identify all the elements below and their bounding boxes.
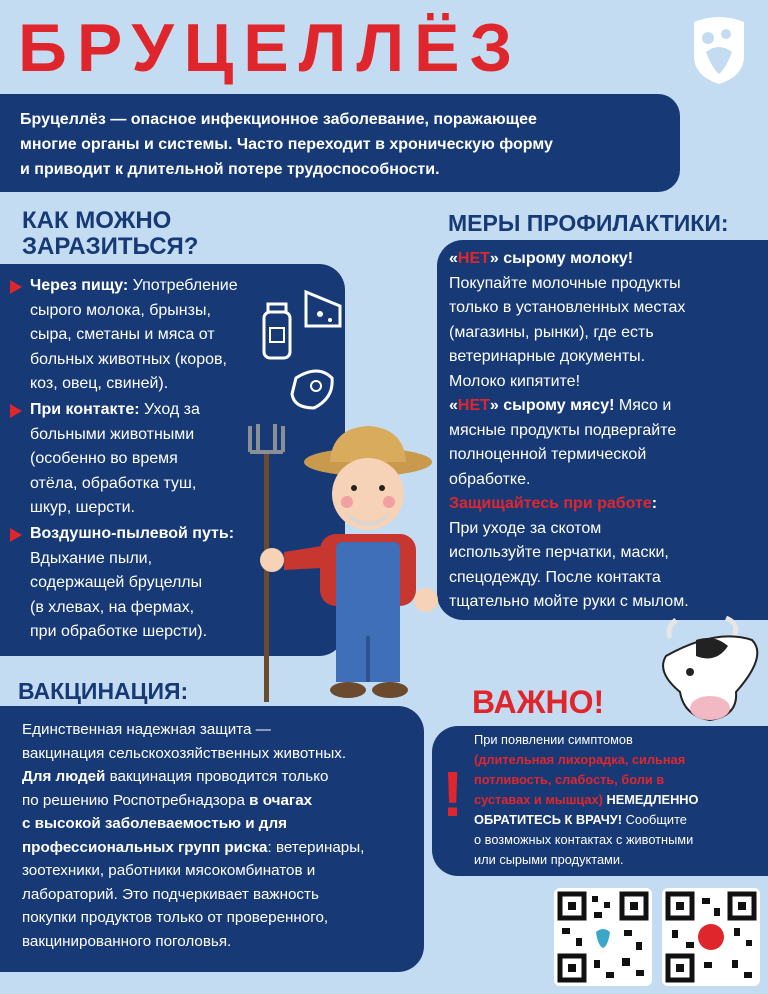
food-label: Через пищу:	[30, 277, 129, 294]
important-text: Сообщите	[622, 812, 687, 827]
vaccination-text: : ветеринары,	[267, 838, 365, 856]
vaccination-bold: Для людей	[22, 768, 106, 785]
important-line	[474, 810, 760, 830]
food-line: сырого молока, брынзы,	[30, 301, 211, 319]
important-line	[474, 790, 760, 810]
vaccination-bold: профессиональных групп риска	[22, 838, 268, 856]
contact-line: отёла, обработка туш,	[30, 474, 197, 492]
milk-bottle-icon	[264, 304, 290, 358]
meat-line: полноценной термической	[449, 446, 647, 463]
work-line: используйте перчатки, маски,	[449, 544, 669, 561]
prevention-card	[437, 240, 768, 620]
net-tag: НЕТ	[457, 250, 490, 267]
intro-card	[0, 94, 680, 192]
vaccination-bold: в очагах	[249, 791, 313, 809]
cheese-icon	[306, 292, 340, 326]
farmer-icon	[260, 426, 438, 698]
vaccination-bold: с высокой заболеваемостью и для	[22, 815, 287, 832]
food-line: сыра, сметаны и мяса от	[30, 326, 215, 343]
qr-code-icon	[554, 888, 652, 986]
colon: :	[651, 495, 658, 512]
milk-line: только в установленных местах	[449, 299, 686, 316]
milk-line: Покупайте молочные продукты	[449, 274, 681, 292]
air-line: содержащей бруцеллы	[30, 574, 203, 591]
vaccination-card	[0, 706, 424, 972]
cow-icon	[663, 618, 757, 720]
contact-line: Уход за	[144, 401, 200, 418]
important-bold: НЕМЕДЛЕННО	[602, 792, 699, 807]
page-title: БРУЦЕЛЛЁЗ	[18, 10, 523, 86]
intro-line: многие органы и системы. Часто переходит в хроническую форму	[20, 136, 553, 153]
air-label: Воздушно-пылевой путь:	[30, 525, 235, 542]
vaccination-line: Единственная надежная защита —	[22, 721, 271, 738]
work-line: При уходе за скотом	[449, 519, 602, 537]
arrow-bullet-icon	[10, 280, 22, 294]
important-line: или сырыми продуктами.	[474, 852, 624, 867]
milk-rule	[449, 247, 760, 272]
list-item-food	[10, 274, 238, 397]
quote-open: «	[449, 397, 458, 414]
contact-label: При контакте:	[30, 401, 140, 418]
intro-line: и приводит к длительной потере трудоспособности.	[20, 161, 440, 178]
how-heading-line: КАК МОЖНО	[22, 207, 172, 234]
work-line: спецодежду. После контакта	[449, 568, 661, 586]
meat-rule-title: » сырому мясу!	[489, 397, 615, 414]
vaccination-line: покупки продуктов только от проверенного,	[22, 909, 329, 926]
meat-rule	[449, 394, 760, 419]
symptoms-line: потливость, слабость, боли в	[474, 772, 665, 787]
vaccination-line: лабораторий. Это подчеркивает важность	[22, 885, 319, 903]
food-icons	[256, 282, 344, 422]
arrow-bullet-icon	[10, 404, 22, 418]
list-item-contact	[10, 398, 200, 521]
important-line: При появлении симптомов	[474, 732, 633, 747]
vaccination-line: зоотехники, работники мясокомбинатов и	[22, 862, 316, 879]
vaccination-line	[22, 836, 414, 860]
vaccination-line	[22, 765, 414, 789]
how-heading	[22, 208, 198, 260]
how-heading-line: ЗАРАЗИТЬСЯ?	[22, 233, 199, 260]
contact-line: больными животными	[30, 425, 195, 443]
symptoms-line: (длительная лихорадка, сильная	[474, 752, 686, 767]
symptoms-line: суставах и мышцах)	[474, 792, 603, 807]
milk-line: (магазины, рынки), где есть	[449, 323, 654, 341]
food-line: коз, овец, свиней).	[30, 375, 169, 392]
important-card	[432, 726, 768, 876]
vaccination-line	[22, 789, 414, 813]
food-line: больных животных (коров,	[30, 350, 227, 368]
work-line: тщательно мойте руки с мылом.	[449, 593, 689, 610]
qr-code-right[interactable]	[662, 888, 760, 986]
meat-line: мясные продукты подвергайте	[449, 421, 677, 439]
health-logo-icon	[686, 12, 752, 86]
farmer-illustration	[244, 422, 444, 704]
work-rule-title: Защищайтесь при работе	[449, 495, 652, 512]
milk-line: ветеринарные документы.	[449, 348, 646, 365]
cow-illustration	[656, 616, 768, 724]
meat-line: обработке.	[449, 470, 531, 488]
food-line: Употребление	[132, 277, 238, 294]
contact-line: шкур, шерсти.	[30, 499, 135, 516]
intro-line: Бруцеллёз — опасное инфекционное заболевание, поражающее	[20, 111, 537, 128]
work-rule	[449, 492, 760, 517]
vaccination-text: вакцинация проводится только	[105, 768, 329, 785]
net-tag: НЕТ	[457, 397, 490, 414]
quote-open: «	[449, 250, 458, 267]
vaccination-text: по решению Роспотребнадзора	[22, 791, 250, 809]
list-item-air	[10, 522, 234, 645]
important-bold: ОБРАТИТЕСЬ К ВРАЧУ!	[474, 812, 623, 827]
vaccination-line	[22, 812, 414, 836]
arrow-bullet-icon	[10, 528, 22, 542]
meat-icon	[292, 371, 332, 408]
qr-code-icon	[662, 888, 760, 986]
air-line: при обработке шерсти).	[30, 623, 208, 640]
air-line: (в хлевах, на фермах,	[30, 598, 195, 616]
exclamation-icon: !	[442, 758, 464, 830]
important-heading: ВАЖНО!	[472, 684, 605, 720]
milk-rule-title: » сырому молоку!	[489, 250, 634, 267]
meat-line: Мясо и	[618, 397, 672, 414]
vaccination-line: вакцинированного поголовья.	[22, 932, 232, 950]
contact-line: (особенно во время	[30, 450, 178, 467]
milk-line: Молоко кипятите!	[449, 372, 581, 390]
qr-code-left[interactable]	[554, 888, 652, 986]
prevention-heading: МЕРЫ ПРОФИЛАКТИКИ:	[448, 210, 729, 236]
vaccination-heading: ВАКЦИНАЦИЯ:	[18, 678, 189, 704]
air-line: Вдыхание пыли,	[30, 549, 153, 567]
important-line: о возможных контактах с животными	[474, 832, 694, 847]
vaccination-line: вакцинация сельскохозяйственных животных.	[22, 744, 347, 762]
